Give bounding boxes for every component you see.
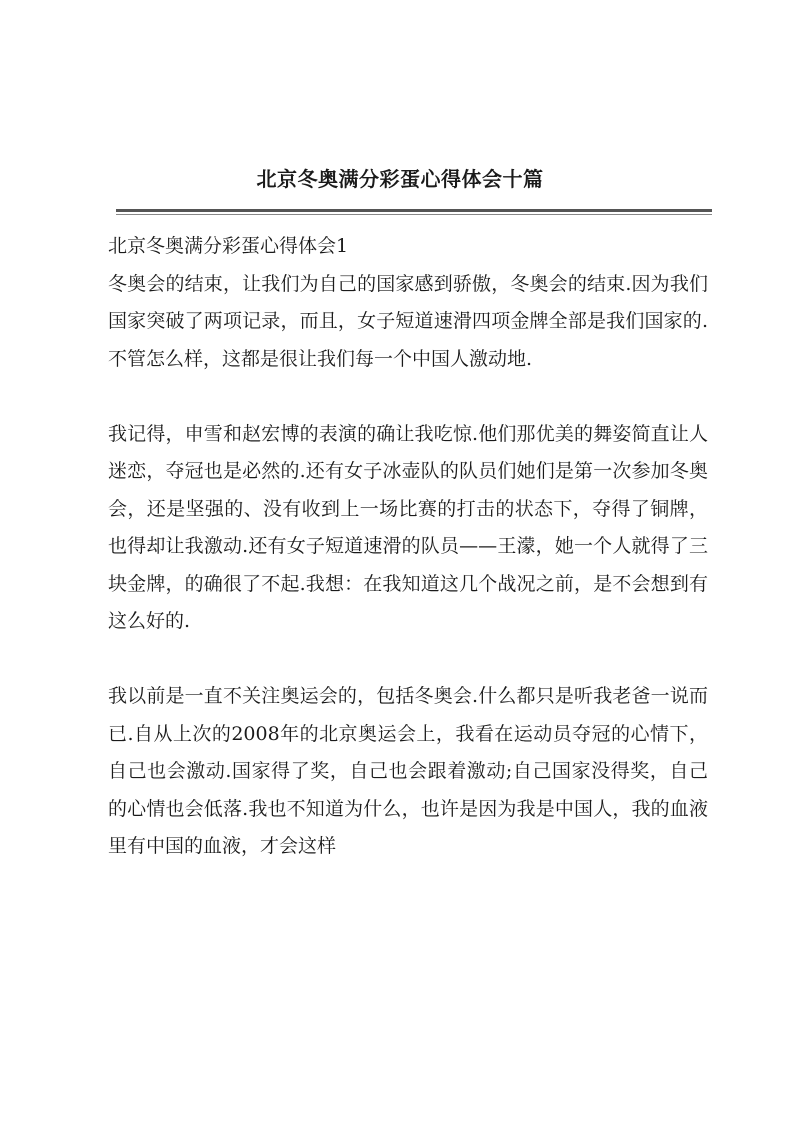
document-title: 北京冬奥满分彩蛋心得体会十篇 [256,167,544,191]
paragraph-1: 冬奥会的结束，让我们为自己的国家感到骄傲，冬奥会的结束.因为我们国家突破了两项记录，而且，女子短道速滑四项金牌全部是我们国家的.不管怎么样，这都是很让我们每一个中国人激动地. [108,272,708,370]
document-body [108,228,708,866]
title-divider-thin [116,214,712,215]
paragraph-2: 我记得，申雪和赵宏博的表演的确让我吃惊.他们那优美的舞姿简直让人迷恋，夺冠也是必然的.还有女子冰壶队的队员们她们是第一次参加冬奥会，还是坚强的、没有收到上一场比赛的打击的状态下，夺得了铜牌，也得却让我激动.还有女子短道速滑的队员——王濛，她一个人就得了三块金牌，的确很了不起.我想：在我知道这几个战况之前，是不会想到有这么好的. [108,422,708,632]
section-heading: 北京冬奥满分彩蛋心得体会1 [108,235,349,257]
title-divider [116,209,712,212]
paragraph-3: 我以前是一直不关注奥运会的，包括冬奥会.什么都只是听我老爸一说而已.自从上次的2008年的北京奥运会上，我看在运动员夺冠的心情下，自己也会激动.国家得了奖，自己也会跟着激动;自己国家没得奖，自己的心情也会低落.我也不知道为什么，也许是因为我是中国人，我的血液里有中国的血液，才会这样 [108,685,708,857]
